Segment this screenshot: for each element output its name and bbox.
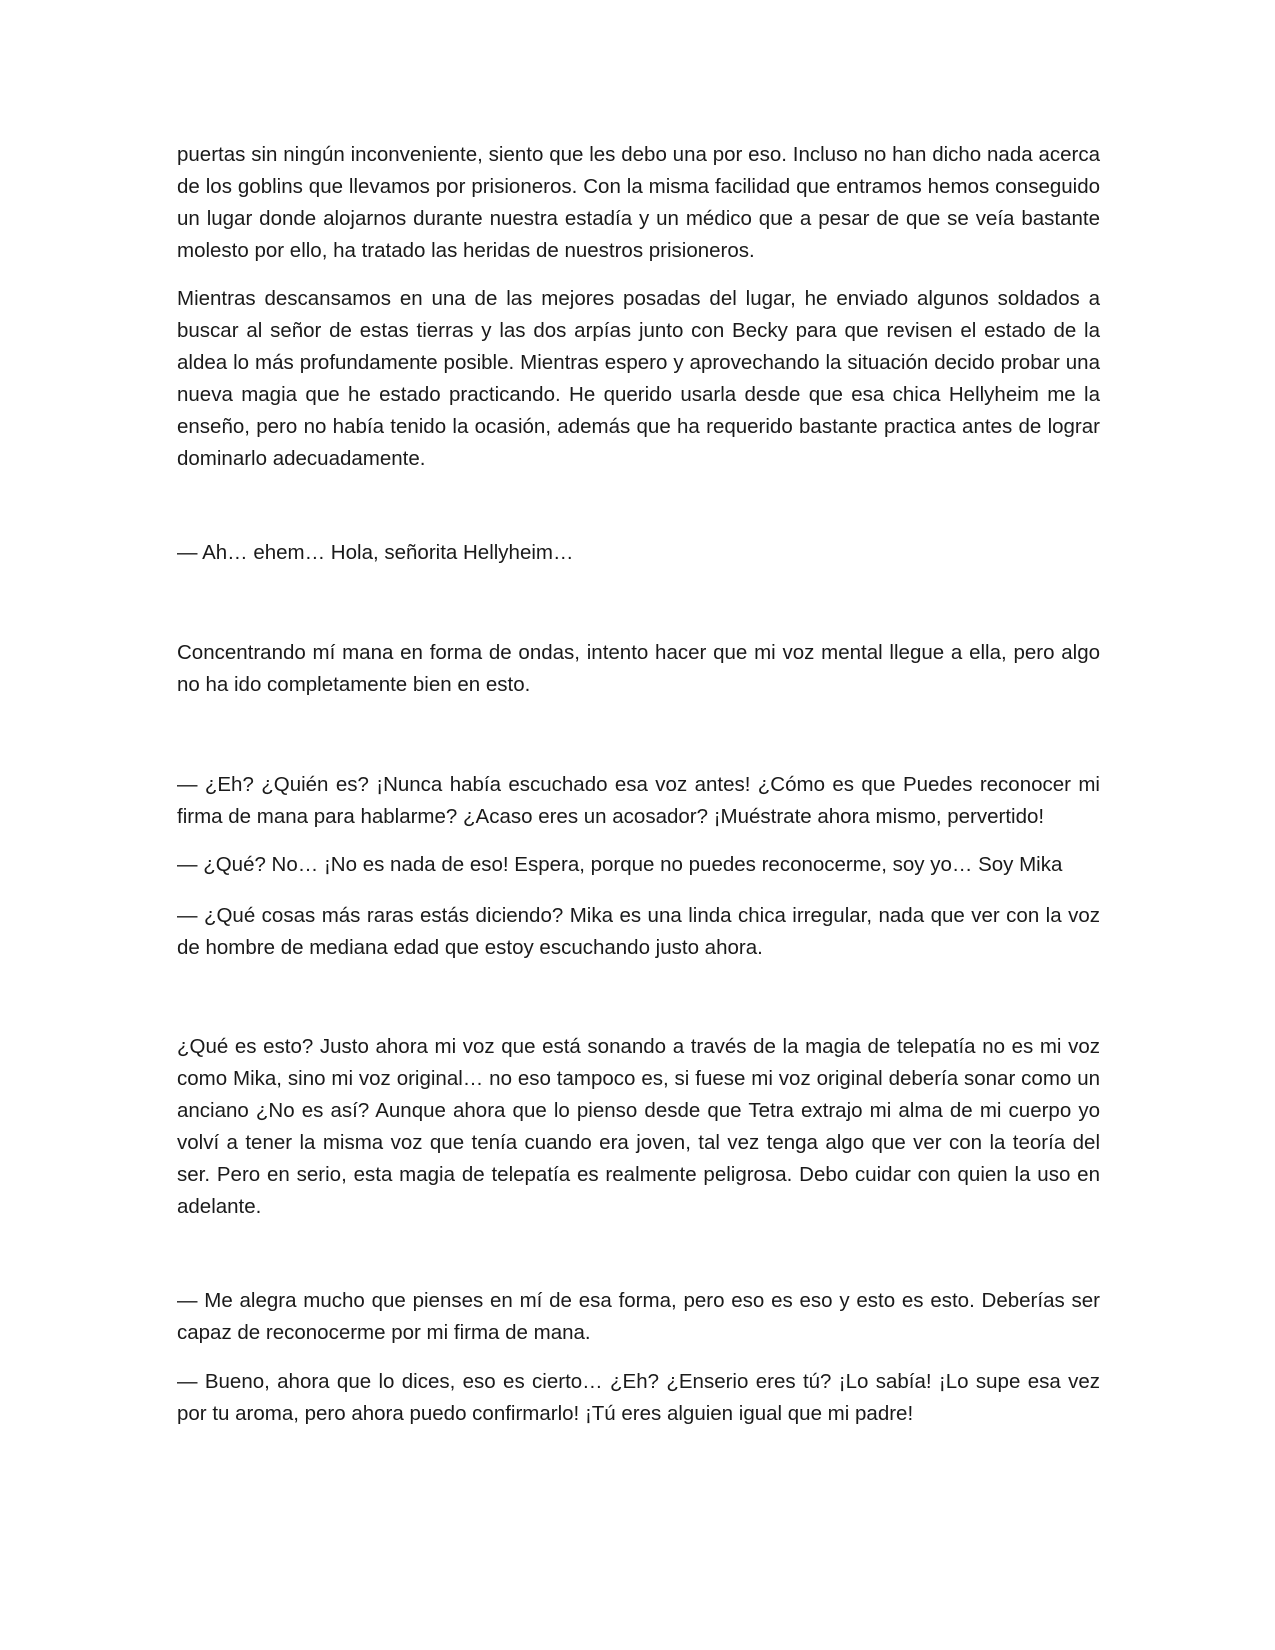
paragraph-3: Concentrando mí mana en forma de ondas, intento hacer que mi voz mental llegue a ella, pero algo no ha ido completamente bien en esto. xyxy=(177,641,1100,696)
paragraph-4: ¿Qué es esto? Justo ahora mi voz que está sonando a través de la magia de telepatía no es mi voz como Mika, sino mi voz original… no eso tampoco es, si fuese mi voz original debería sonar como un anciano ¿No es así? Aunque ahora que lo pienso desde que Tetra extrajo mi alma de mi cuerpo yo volví a tener la misma voz que tenía cuando era joven, tal vez tenga algo que ver con la teoría del ser. Pero en serio, esta magia de telepatía es realmente peligrosa. Debo cuidar con quien la uso en adelante. xyxy=(177,1035,1100,1218)
paragraph-1: puertas sin ningún inconveniente, siento que les debo una por eso. Incluso no han dicho nada acerca de los goblins que llevamos por prisioneros. Con la misma facilidad que entramos hemos conseguido un lugar donde alojarnos durante nuestra estadía y un médico que a pesar de que se veía bastante molesto por ello, ha tratado las heridas de nuestros prisioneros. xyxy=(177,143,1100,262)
dialogue-2: — ¿Eh? ¿Quién es? ¡Nunca había escuchado esa voz antes! ¿Cómo es que Puedes reconocer mi firma de mana para hablarme? ¿Acaso eres un acosador? ¡Muéstrate ahora mismo, pervertido! xyxy=(177,773,1100,828)
dialogue-4: — ¿Qué cosas más raras estás diciendo? Mika es una linda chica irregular, nada que ver con la voz de hombre de mediana edad que estoy escuchando justo ahora. xyxy=(177,904,1100,959)
dialogue-3: — ¿Qué? No… ¡No es nada de eso! Espera, porque no puedes reconocerme, soy yo… Soy Mika xyxy=(177,853,1063,876)
dialogue-1: — Ah… ehem… Hola, señorita Hellyheim… xyxy=(177,541,574,564)
paragraph-2: Mientras descansamos en una de las mejores posadas del lugar, he enviado algunos soldados a buscar al señor de estas tierras y las dos arpías junto con Becky para que revisen el estado de la aldea lo más profundamente posible. Mientras espero y aprovechando la situación decido probar una nueva magia que he estado practicando. He querido usarla desde que esa chica Hellyheim me la enseño, pero no había tenido la ocasión, además que ha requerido bastante practica antes de lograr dominarlo adecuadamente. xyxy=(177,287,1100,470)
dialogue-6: — Bueno, ahora que lo dices, eso es cierto… ¿Eh? ¿Enserio eres tú? ¡Lo sabía! ¡Lo supe esa vez por tu aroma, pero ahora puedo confirmarlo! ¡Tú eres alguien igual que mi padre! xyxy=(177,1370,1100,1425)
dialogue-5: — Me alegra mucho que pienses en mí de esa forma, pero eso es eso y esto es esto. Deberías ser capaz de reconocerme por mi firma de mana. xyxy=(177,1289,1100,1344)
